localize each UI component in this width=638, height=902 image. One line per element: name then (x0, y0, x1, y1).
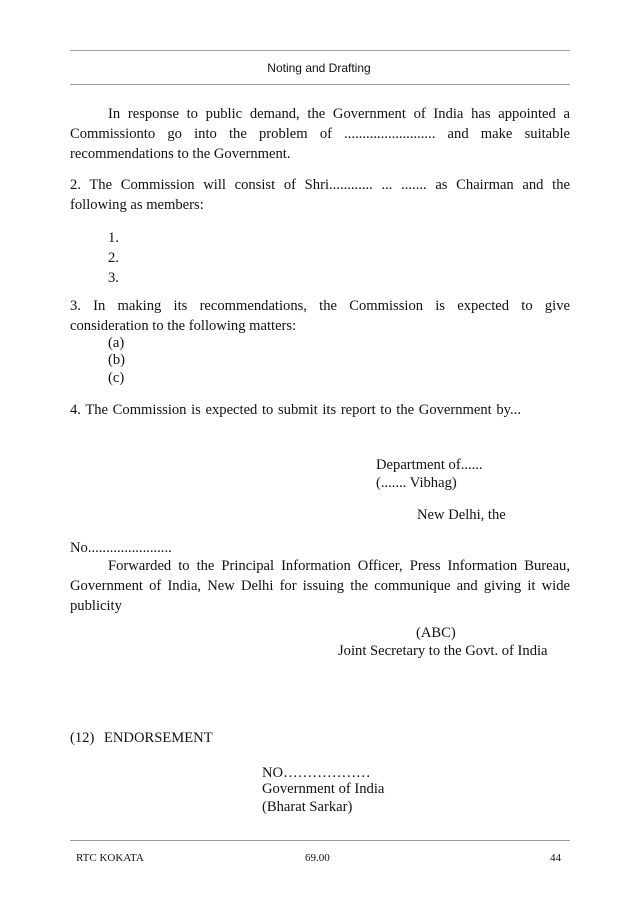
reference-number: No....................... (70, 540, 172, 556)
endorsement-heading: (12) ENDORSEMENT (70, 730, 213, 746)
paragraph-2-line-2: following as members: (70, 197, 204, 213)
page-header-title: Noting and Drafting (267, 61, 371, 75)
matter-item: (a) (108, 335, 125, 351)
member-item: 3. (108, 270, 119, 286)
paragraph-3-line-1: 3. In making its recommendations, the Commission is expected to give (70, 298, 570, 314)
footer-left: RTC KOKATA (76, 852, 144, 864)
department-line: Department of...... (376, 457, 483, 473)
matter-item: (b) (108, 352, 126, 368)
signatory-title: Joint Secretary to the Govt. of India (338, 643, 548, 659)
footer-center: 69.00 (305, 852, 330, 864)
paragraph-1-line-2: Commissionto go into the problem of ......................... and make suitable (70, 126, 570, 142)
forwarding-line-3: publicity (70, 598, 122, 614)
paragraph-1-line-3: recommendations to the Government. (70, 146, 291, 162)
paragraph-1 (70, 104, 570, 164)
place-date-line: New Delhi, the (417, 507, 506, 523)
endorsement-number: NO……………… (262, 765, 371, 781)
paragraph-1-line-1: In response to public demand, the Government of India has appointed a (108, 106, 570, 122)
forwarding-line-1: Forwarded to the Principal Information Officer, Press Information Bureau, (108, 558, 570, 574)
member-item: 1. (108, 230, 119, 246)
paragraph-4: 4. The Commission is expected to submit its report to the Government by... (70, 402, 521, 418)
forwarding-paragraph (70, 556, 570, 616)
paragraph-2-line-1: 2. The Commission will consist of Shri............ ... ....... as Chairman and the (70, 177, 570, 193)
paragraph-3 (70, 296, 570, 336)
endorsement-bharat-sarkar: (Bharat Sarkar) (262, 799, 353, 815)
paragraph-2 (70, 175, 570, 215)
matter-item: (c) (108, 370, 125, 386)
footer-page-number: 44 (550, 852, 561, 864)
signatory-name: (ABC) (416, 625, 456, 641)
paragraph-3-line-2: consideration to the following matters: (70, 318, 297, 334)
endorsement-government: Government of India (262, 781, 385, 797)
header-bottom-rule (70, 84, 570, 85)
vibhag-line: (....... Vibhag) (376, 475, 457, 491)
member-item: 2. (108, 250, 119, 266)
forwarding-line-2: Government of India, New Delhi for issuing the communique and giving it wide (70, 578, 570, 594)
header-top-rule (70, 50, 570, 51)
footer-rule (70, 840, 570, 841)
